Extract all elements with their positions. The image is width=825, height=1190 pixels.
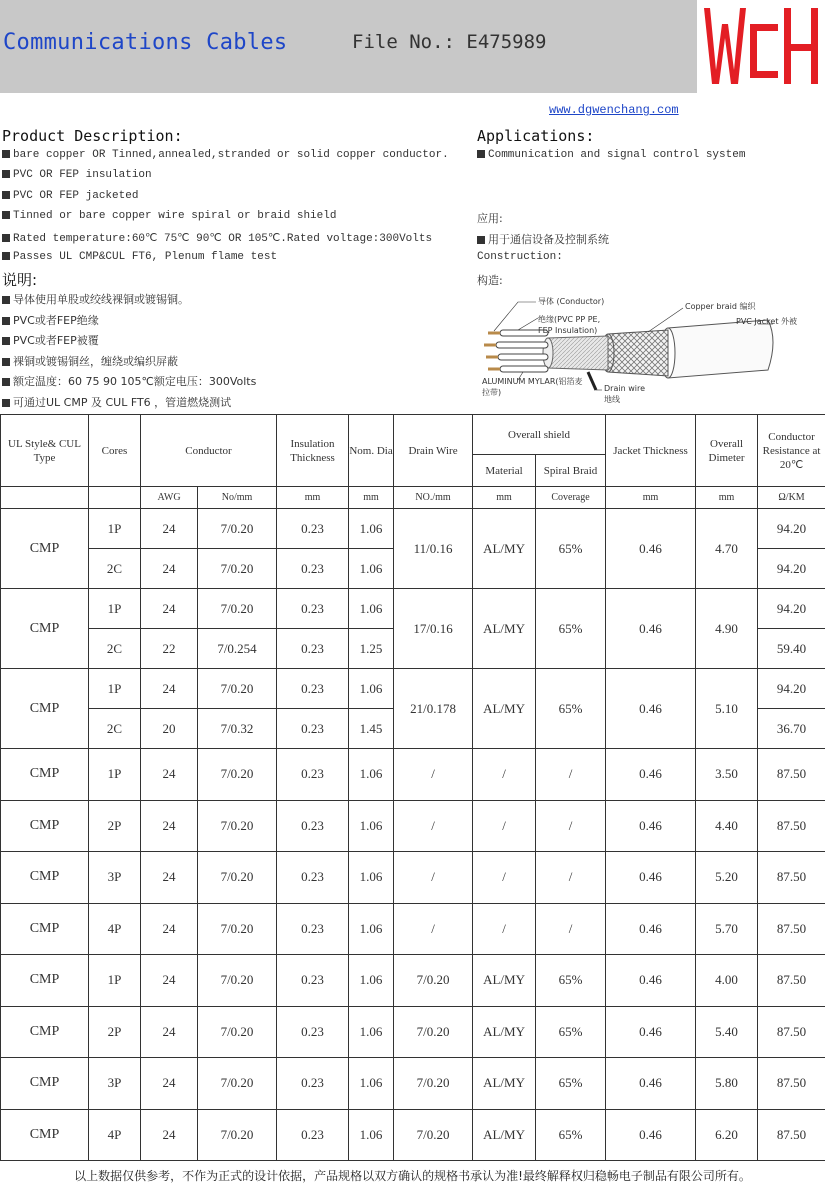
nom-dia-cell: 1.06 [349, 852, 394, 904]
awg-cell: 24 [141, 800, 198, 852]
overall-cell: 4.70 [696, 509, 758, 589]
drain-cell: 7/0.20 [394, 1006, 473, 1058]
awg-cell: 24 [141, 903, 198, 955]
jacket-cell: 0.46 [606, 1006, 696, 1058]
strand-cell: 7/0.20 [198, 1058, 277, 1110]
drain-cell: 7/0.20 [394, 1109, 473, 1161]
overall-cell: 4.40 [696, 800, 758, 852]
jacket-cell: 0.46 [606, 1058, 696, 1110]
table-row [1, 749, 825, 801]
resistance-cell: 87.50 [758, 1006, 825, 1058]
material-cell: AL/MY [473, 589, 536, 669]
drain-cell: / [394, 800, 473, 852]
unit-cell: Ω/KM [758, 487, 825, 509]
jacket-cell: 0.46 [606, 800, 696, 852]
awg-cell: 24 [141, 1006, 198, 1058]
strand-cell: 7/0.20 [198, 852, 277, 904]
material-cell: AL/MY [473, 1058, 536, 1110]
header-drain: Drain Wire [394, 415, 473, 487]
cores-cell: 2C [89, 629, 141, 669]
jacket-cell: 0.46 [606, 509, 696, 589]
cores-cell: 1P [89, 509, 141, 549]
cores-cell: 1P [89, 669, 141, 709]
resistance-cell: 87.50 [758, 903, 825, 955]
drain-cell: 7/0.20 [394, 1058, 473, 1110]
explain-item: PVC或者FEP绝缘 [2, 312, 99, 328]
coverage-cell: 65% [536, 1109, 606, 1161]
resistance-cell: 87.50 [758, 1058, 825, 1110]
jacket-cell: 0.46 [606, 852, 696, 904]
style-cell: CMP [1, 1109, 89, 1161]
header-insulation: Insulation Thickness [277, 415, 349, 487]
coverage-cell: / [536, 749, 606, 801]
cores-cell: 2P [89, 800, 141, 852]
nom-dia-cell: 1.06 [349, 589, 394, 629]
awg-cell: 24 [141, 852, 198, 904]
header-conductor: Conductor [141, 415, 277, 487]
resistance-cell: 59.40 [758, 629, 825, 669]
unit-cell: mm [696, 487, 758, 509]
table-row [1, 800, 825, 852]
bullet-icon [2, 317, 10, 325]
drain-cell: / [394, 852, 473, 904]
insulation-cell: 0.23 [277, 749, 349, 801]
unit-cell: Coverage [536, 487, 606, 509]
unit-cell: AWG [141, 487, 198, 509]
strand-cell: 7/0.20 [198, 1006, 277, 1058]
label-conductor: 导体 (Conductor) [538, 297, 605, 306]
bullet-icon [2, 170, 10, 178]
nom-dia-cell: 1.06 [349, 800, 394, 852]
material-cell: AL/MY [473, 955, 536, 1007]
overall-cell: 5.10 [696, 669, 758, 749]
strand-cell: 7/0.20 [198, 749, 277, 801]
product-description-title: Product Description: [2, 127, 183, 145]
footer-disclaimer: 以上数据仅供参考，不作为正式的设计依据，产品规格以双方确认的规格书承认为准!最终解释权归稳畅电子制品有限公司所有。 [0, 1160, 825, 1190]
resistance-cell: 94.20 [758, 589, 825, 629]
cores-cell: 1P [89, 589, 141, 629]
overall-cell: 5.70 [696, 903, 758, 955]
jacket-cell: 0.46 [606, 955, 696, 1007]
document-title: Communications Cables [3, 30, 288, 55]
construction-label: Construction: [477, 251, 563, 263]
awg-cell: 24 [141, 749, 198, 801]
nom-dia-cell: 1.06 [349, 669, 394, 709]
table-row [1, 1058, 825, 1110]
style-cell: CMP [1, 955, 89, 1007]
style-cell: CMP [1, 669, 89, 749]
insulation-cell: 0.23 [277, 1109, 349, 1161]
style-cell: CMP [1, 1006, 89, 1058]
style-cell: CMP [1, 1058, 89, 1110]
unit-cell: mm [277, 487, 349, 509]
bullet-icon [477, 236, 485, 244]
awg-cell: 24 [141, 1058, 198, 1110]
nom-dia-cell: 1.06 [349, 955, 394, 1007]
overall-cell: 6.20 [696, 1109, 758, 1161]
material-cell: AL/MY [473, 509, 536, 589]
label-insulation-2: FEP Insulation) [538, 326, 598, 335]
bullet-icon [2, 358, 10, 366]
coverage-cell: / [536, 903, 606, 955]
product-item: PVC OR FEP jacketed [2, 190, 138, 202]
strand-cell: 7/0.20 [198, 903, 277, 955]
nom-dia-cell: 1.06 [349, 1058, 394, 1110]
application-cn-label: 应用: [477, 212, 503, 225]
drain-cell: 11/0.16 [394, 509, 473, 589]
unit-cell [1, 487, 89, 509]
awg-cell: 22 [141, 629, 198, 669]
nom-dia-cell: 1.06 [349, 549, 394, 589]
strand-cell: 7/0.20 [198, 509, 277, 549]
resistance-cell: 94.20 [758, 549, 825, 589]
bullet-icon [2, 296, 10, 304]
strand-cell: 7/0.20 [198, 1109, 277, 1161]
material-cell: AL/MY [473, 1006, 536, 1058]
product-item: PVC OR FEP insulation [2, 169, 152, 181]
unit-cell: No/mm [198, 487, 277, 509]
insulation-cell: 0.23 [277, 1006, 349, 1058]
style-cell: CMP [1, 509, 89, 589]
style-cell: CMP [1, 800, 89, 852]
explain-title: 说明: [2, 271, 38, 289]
jacket-cell: 0.46 [606, 589, 696, 669]
bullet-icon [2, 191, 10, 199]
header-resistance: Conductor Resistance at 20℃ [758, 415, 825, 487]
explain-item: PVC或者FEP被覆 [2, 332, 99, 348]
bullet-icon [2, 378, 10, 386]
insulation-cell: 0.23 [277, 955, 349, 1007]
style-cell: CMP [1, 589, 89, 669]
product-item: Rated temperature:60℃ 75℃ 90℃ OR 105℃.Rated voltage:300Volts [2, 231, 432, 245]
resistance-cell: 87.50 [758, 955, 825, 1007]
header-material: Material [473, 455, 536, 487]
nom-dia-cell: 1.06 [349, 509, 394, 549]
units-row [1, 487, 825, 509]
drain-cell: 7/0.20 [394, 955, 473, 1007]
coverage-cell: / [536, 800, 606, 852]
product-item: bare copper OR Tinned,annealed,stranded or solid copper conductor. [2, 149, 449, 161]
strand-cell: 7/0.20 [198, 955, 277, 1007]
bullet-icon [2, 252, 10, 260]
material-cell: / [473, 852, 536, 904]
resistance-cell: 87.50 [758, 1109, 825, 1161]
insulation-cell: 0.23 [277, 669, 349, 709]
bullet-icon [2, 337, 10, 345]
resistance-cell: 36.70 [758, 709, 825, 749]
label-insulation-1: 绝缘(PVC PP PE, [538, 315, 601, 324]
drain-cell: / [394, 749, 473, 801]
overall-cell: 4.00 [696, 955, 758, 1007]
table-row [1, 852, 825, 904]
resistance-cell: 87.50 [758, 852, 825, 904]
material-cell: / [473, 903, 536, 955]
bullet-icon [477, 150, 485, 158]
nom-dia-cell: 1.06 [349, 1006, 394, 1058]
jacket-cell: 0.46 [606, 669, 696, 749]
overall-cell: 5.20 [696, 852, 758, 904]
cores-cell: 1P [89, 955, 141, 1007]
table-row [1, 1109, 825, 1161]
website-link[interactable]: www.dgwenchang.com [549, 103, 679, 117]
table-row [1, 1006, 825, 1058]
header-style: UL Style& CUL Type [1, 415, 89, 487]
construction-cn-label: 构造: [477, 274, 503, 287]
application-item: Communication and signal control system [477, 149, 745, 161]
strand-cell: 7/0.254 [198, 629, 277, 669]
insulation-cell: 0.23 [277, 903, 349, 955]
style-cell: CMP [1, 852, 89, 904]
strand-cell: 7/0.20 [198, 549, 277, 589]
strand-cell: 7/0.20 [198, 800, 277, 852]
header-cores: Cores [89, 415, 141, 487]
style-cell: CMP [1, 903, 89, 955]
nom-dia-cell: 1.06 [349, 903, 394, 955]
file-number: File No.: E475989 [352, 31, 547, 53]
resistance-cell: 94.20 [758, 669, 825, 709]
header-jacket: Jacket Thickness [606, 415, 696, 487]
explain-item: 裸铜或镀锡铜丝，缠绕或编织屏蔽 [2, 353, 178, 369]
bullet-icon [2, 234, 10, 242]
coverage-cell: 65% [536, 1058, 606, 1110]
insulation-cell: 0.23 [277, 709, 349, 749]
bullet-icon [2, 150, 10, 158]
header-shield: Overall shield [473, 415, 606, 455]
label-drain-2: 地线 [604, 395, 620, 404]
resistance-cell: 87.50 [758, 749, 825, 801]
cores-cell: 3P [89, 852, 141, 904]
unit-cell: mm [473, 487, 536, 509]
style-cell: CMP [1, 749, 89, 801]
insulation-cell: 0.23 [277, 800, 349, 852]
cores-cell: 4P [89, 903, 141, 955]
jacket-cell: 0.46 [606, 749, 696, 801]
overall-cell: 3.50 [696, 749, 758, 801]
resistance-cell: 87.50 [758, 800, 825, 852]
coverage-cell: 65% [536, 955, 606, 1007]
explain-item: 额定温度：60 75 90 105℃额定电压：300Volts [2, 373, 256, 389]
awg-cell: 24 [141, 669, 198, 709]
strand-cell: 7/0.20 [198, 589, 277, 629]
cores-cell: 2P [89, 1006, 141, 1058]
header-nom-dia: Nom. Dia [349, 415, 394, 487]
awg-cell: 20 [141, 709, 198, 749]
awg-cell: 24 [141, 1109, 198, 1161]
awg-cell: 24 [141, 955, 198, 1007]
bullet-icon [2, 211, 10, 219]
strand-cell: 7/0.32 [198, 709, 277, 749]
label-mylar-1: ALUMINUM MYLAR(铝箔麦 [482, 377, 583, 386]
cores-cell: 3P [89, 1058, 141, 1110]
nom-dia-cell: 1.25 [349, 629, 394, 669]
awg-cell: 24 [141, 509, 198, 549]
material-cell: / [473, 800, 536, 852]
insulation-cell: 0.23 [277, 629, 349, 669]
material-cell: AL/MY [473, 669, 536, 749]
strand-cell: 7/0.20 [198, 669, 277, 709]
resistance-cell: 94.20 [758, 509, 825, 549]
coverage-cell: 65% [536, 669, 606, 749]
coverage-cell: 65% [536, 589, 606, 669]
table-row [1, 669, 825, 709]
cores-cell: 1P [89, 749, 141, 801]
jacket-cell: 0.46 [606, 903, 696, 955]
table-row [1, 589, 825, 629]
explain-item: 可通过UL CMP 及 CUL FT6 ，管道燃烧测试 [2, 394, 231, 410]
insulation-cell: 0.23 [277, 589, 349, 629]
label-mylar-2: 拉带) [482, 388, 502, 397]
awg-cell: 24 [141, 549, 198, 589]
table-row [1, 903, 825, 955]
nom-dia-cell: 1.06 [349, 1109, 394, 1161]
applications-title: Applications: [477, 127, 595, 145]
header-spiral: Spiral Braid [536, 455, 606, 487]
explain-item: 导体使用单股或绞线裸铜或镀锡铜。 [2, 291, 189, 307]
coverage-cell: 65% [536, 1006, 606, 1058]
cores-cell: 2C [89, 709, 141, 749]
label-jacket: PVC Jacket 外被 [736, 317, 798, 326]
overall-cell: 5.80 [696, 1058, 758, 1110]
product-item: Tinned or bare copper wire spiral or braid shield [2, 210, 336, 222]
unit-cell [89, 487, 141, 509]
overall-cell: 5.40 [696, 1006, 758, 1058]
material-cell: / [473, 749, 536, 801]
insulation-cell: 0.23 [277, 549, 349, 589]
unit-cell: mm [606, 487, 696, 509]
drain-cell: 21/0.178 [394, 669, 473, 749]
overall-cell: 4.90 [696, 589, 758, 669]
product-item: Passes UL CMP&CUL FT6, Plenum flame test [2, 251, 277, 263]
label-braid: Copper braid 编织 [685, 302, 756, 311]
cable-construction-diagram [478, 290, 823, 410]
table-row [1, 955, 825, 1007]
insulation-cell: 0.23 [277, 852, 349, 904]
insulation-cell: 0.23 [277, 509, 349, 549]
cores-cell: 2C [89, 549, 141, 589]
material-cell: AL/MY [473, 1109, 536, 1161]
drain-cell: 17/0.16 [394, 589, 473, 669]
label-drain-1: Drain wire [604, 384, 645, 393]
header-overall: Overall Dimeter [696, 415, 758, 487]
awg-cell: 24 [141, 589, 198, 629]
coverage-cell: 65% [536, 509, 606, 589]
company-logo [700, 4, 822, 88]
nom-dia-cell: 1.06 [349, 749, 394, 801]
insulation-cell: 0.23 [277, 1058, 349, 1110]
cores-cell: 4P [89, 1109, 141, 1161]
unit-cell: NO./mm [394, 487, 473, 509]
unit-cell: mm [349, 487, 394, 509]
application-cn-item: 用于通信设备及控制系统 [477, 231, 609, 247]
jacket-cell: 0.46 [606, 1109, 696, 1161]
drain-cell: / [394, 903, 473, 955]
coverage-cell: / [536, 852, 606, 904]
nom-dia-cell: 1.45 [349, 709, 394, 749]
bullet-icon [2, 399, 10, 407]
table-row [1, 509, 825, 549]
spec-table [0, 414, 825, 1161]
